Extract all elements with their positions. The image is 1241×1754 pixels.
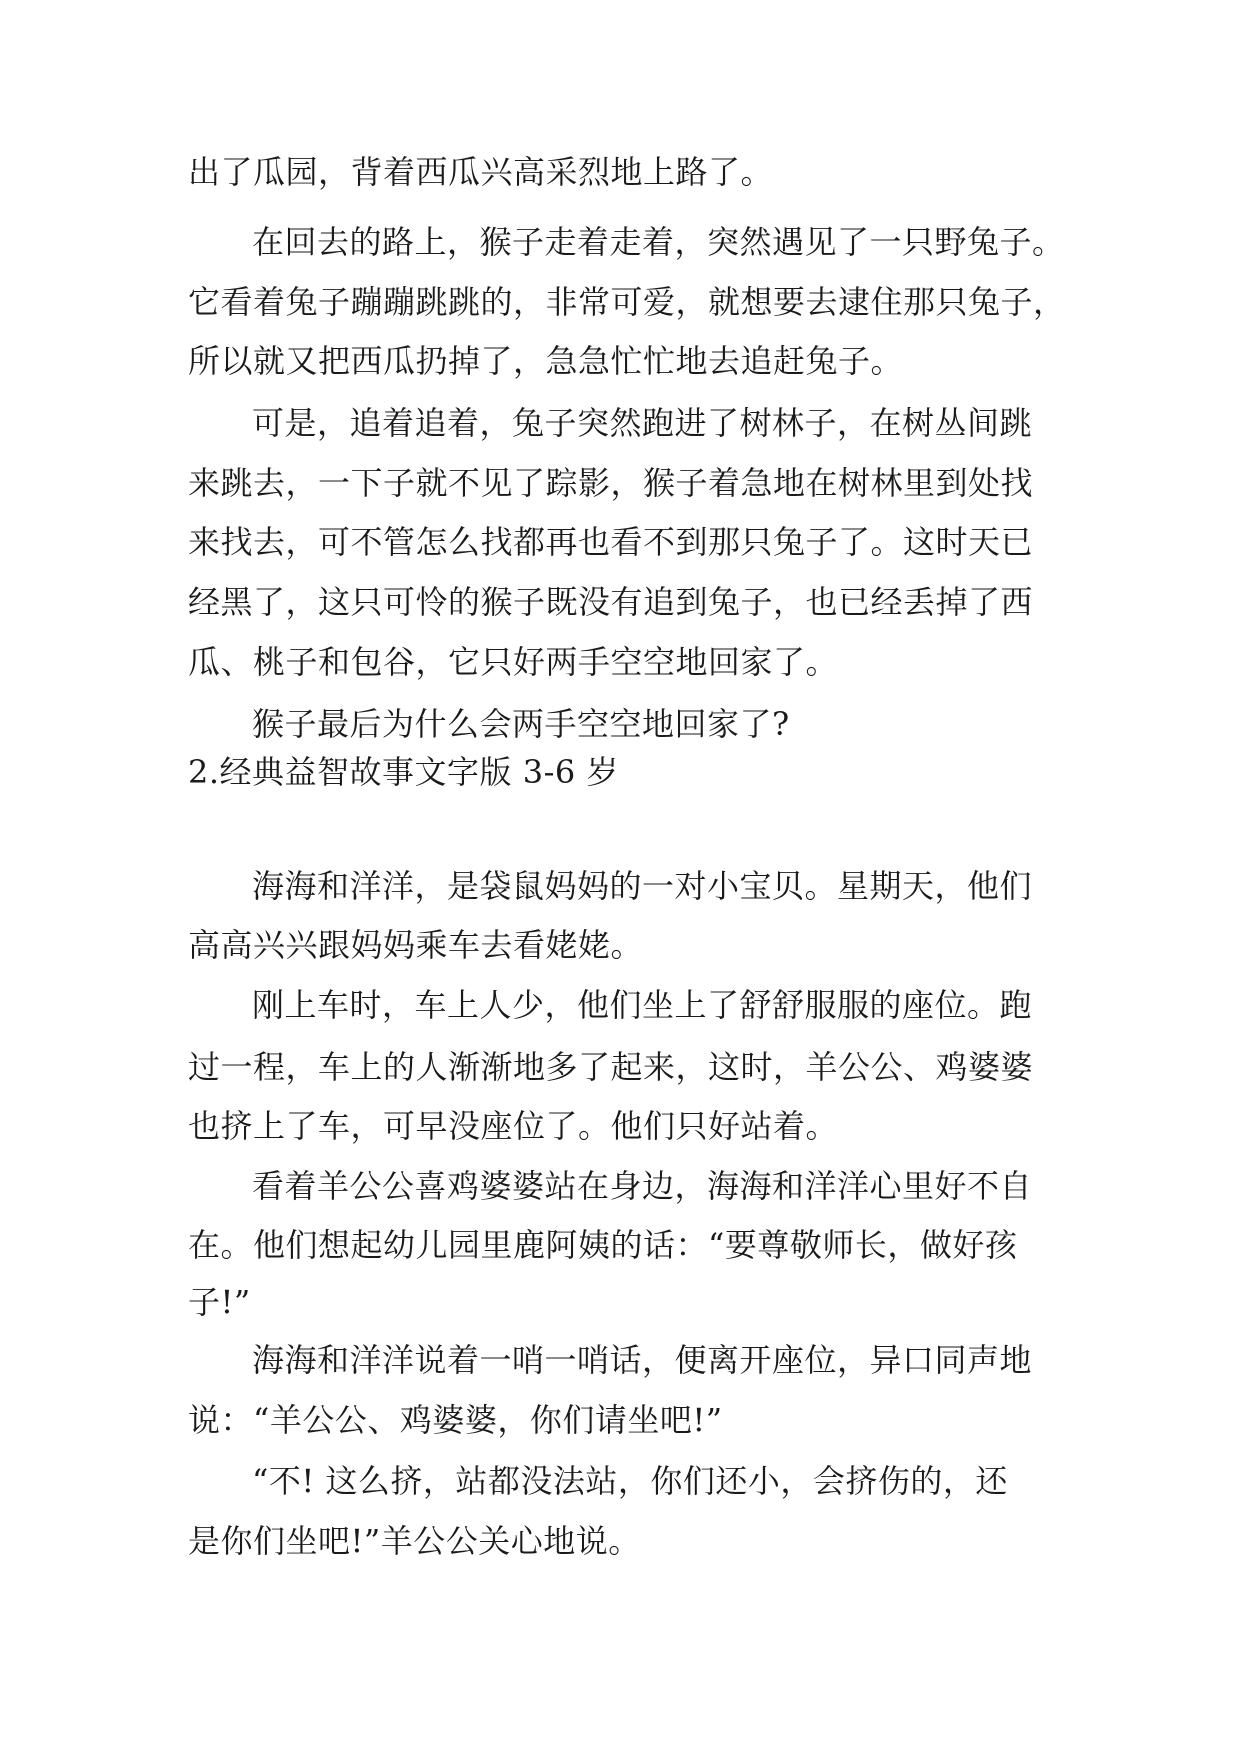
paragraph-start-line: “不! 这么挤，站都没法站，你们还小，会挤伤的，还: [252, 1462, 1008, 1500]
text-line: 出了瓜园，背着西瓜兴高采烈地上路了。: [188, 153, 774, 191]
section-heading: 2.经典益智故事文字版 3-6 岁: [188, 753, 619, 791]
text-line: 在。他们想起幼儿园里鹿阿姨的话：“要尊敬师长，做好孩: [188, 1226, 1018, 1264]
paragraph-start-line: 海海和洋洋，是袋鼠妈妈的一对小宝贝。星期天，他们: [252, 867, 1033, 905]
text-line: 来找去，可不管怎么找都再也看不到那只兔子了。这时天已: [188, 523, 1034, 561]
text-line: 所以就又把西瓜扔掉了，急急忙忙地去追赶兔子。: [188, 342, 904, 380]
text-line: 它看着兔子蹦蹦跳跳的，非常可爱，就想要去逮住那只兔子，: [188, 283, 1066, 321]
paragraph-start-line: 刚上车时，车上人少，他们坐上了舒舒服服的座位。跑: [252, 986, 1033, 1024]
text-line: 说：“羊公公、鸡婆婆，你们请坐吧!”: [188, 1401, 723, 1439]
text-line: 是你们坐吧!”羊公公关心地说。: [188, 1522, 641, 1560]
paragraph-start-line: 在回去的路上，猴子走着走着，突然遇见了一只野兔子。: [252, 223, 1065, 261]
text-line: 来跳去，一下子就不见了踪影，猴子着急地在树林里到处找: [188, 464, 1034, 502]
text-line: 经黑了，这只可怜的猴子既没有追到兔子，也已经丢掉了西: [188, 583, 1034, 621]
text-line: 子!”: [188, 1283, 251, 1321]
text-line: 瓜、桃子和包谷，它只好两手空空地回家了。: [188, 643, 839, 681]
text-line: 也挤上了车，可早没座位了。他们只好站着。: [188, 1107, 839, 1145]
question-line: 猴子最后为什么会两手空空地回家了?: [252, 705, 790, 743]
paragraph-start-line: 看着羊公公喜鸡婆婆站在身边，海海和洋洋心里好不自: [252, 1167, 1033, 1205]
paragraph-start-line: 海海和洋洋说着一哨一哨话，便离开座位，异口同声地: [252, 1341, 1033, 1379]
text-line: 过一程，车上的人渐渐地多了起来，这时，羊公公、鸡婆婆: [188, 1048, 1034, 1086]
text-line: 高高兴兴跟妈妈乘车去看姥姥。: [188, 926, 644, 964]
paragraph-start-line: 可是，追着追着，兔子突然跑进了树林子，在树丛间跳: [252, 404, 1033, 442]
